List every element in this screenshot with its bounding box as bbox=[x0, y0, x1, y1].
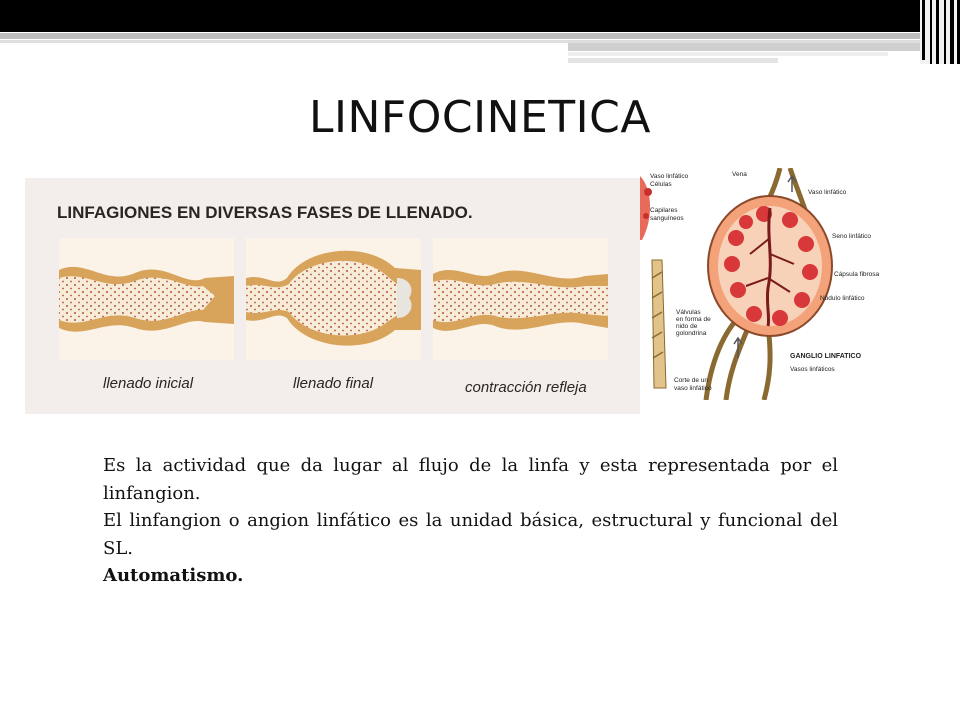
label-nodulo-linfatico: Nódulo linfático bbox=[820, 295, 865, 302]
top-decorative-bar bbox=[0, 0, 960, 64]
label-capsula-fibrosa: Cápsula fibrosa bbox=[834, 271, 880, 278]
figure-heading: LINFAGIONES EN DIVERSAS FASES DE LLENADO. bbox=[57, 203, 473, 222]
label-vaso-linfatico-right: Vaso linfático bbox=[808, 189, 847, 196]
caption-contraccion-refleja: contracción refleja bbox=[465, 379, 587, 396]
panel-llenado-final bbox=[246, 238, 421, 360]
lymphangion-phases-figure bbox=[25, 178, 640, 414]
label-ganglio-linfatico: GANGLIO LINFATICO bbox=[790, 353, 862, 360]
body-text bbox=[103, 452, 838, 590]
label-corte-2: vaso linfático bbox=[674, 385, 712, 392]
emphasis-automatismo: Automatismo. bbox=[103, 565, 244, 586]
label-vasos-linfaticos: Vasos linfáticos bbox=[790, 366, 835, 373]
label-celulas: Células bbox=[650, 181, 672, 188]
lymph-node-diagram bbox=[640, 168, 890, 400]
label-seno-linfatico: Seno linfático bbox=[832, 233, 872, 240]
slide-title: LINFOCINETICA bbox=[309, 92, 651, 143]
label-valvulas-2: en forma de bbox=[676, 316, 711, 323]
label-capilares-1: Capilares bbox=[650, 207, 678, 214]
label-valvulas-3: nido de bbox=[676, 323, 698, 330]
label-corte-1: Corte de un bbox=[674, 377, 708, 384]
panel-llenado-inicial bbox=[59, 238, 234, 360]
label-vaso-linfatico-top: Vaso linfático bbox=[650, 173, 689, 180]
caption-llenado-final: llenado final bbox=[293, 375, 374, 392]
label-vena: Vena bbox=[732, 171, 747, 178]
paragraph-definition: Es la actividad que da lugar al flujo de la linfa y esta representada por el linfangion. bbox=[103, 455, 838, 504]
caption-llenado-inicial: llenado inicial bbox=[103, 375, 194, 392]
panel-contraccion-refleja bbox=[433, 238, 608, 360]
label-capilares-2: sanguíneos bbox=[650, 215, 684, 222]
label-valvulas-4: golondrina bbox=[676, 330, 707, 337]
label-valvulas-1: Válvulas bbox=[676, 309, 701, 316]
paragraph-linfangion: El linfangion o angion linfático es la unidad básica, estructural y funcional del SL. bbox=[103, 510, 838, 559]
